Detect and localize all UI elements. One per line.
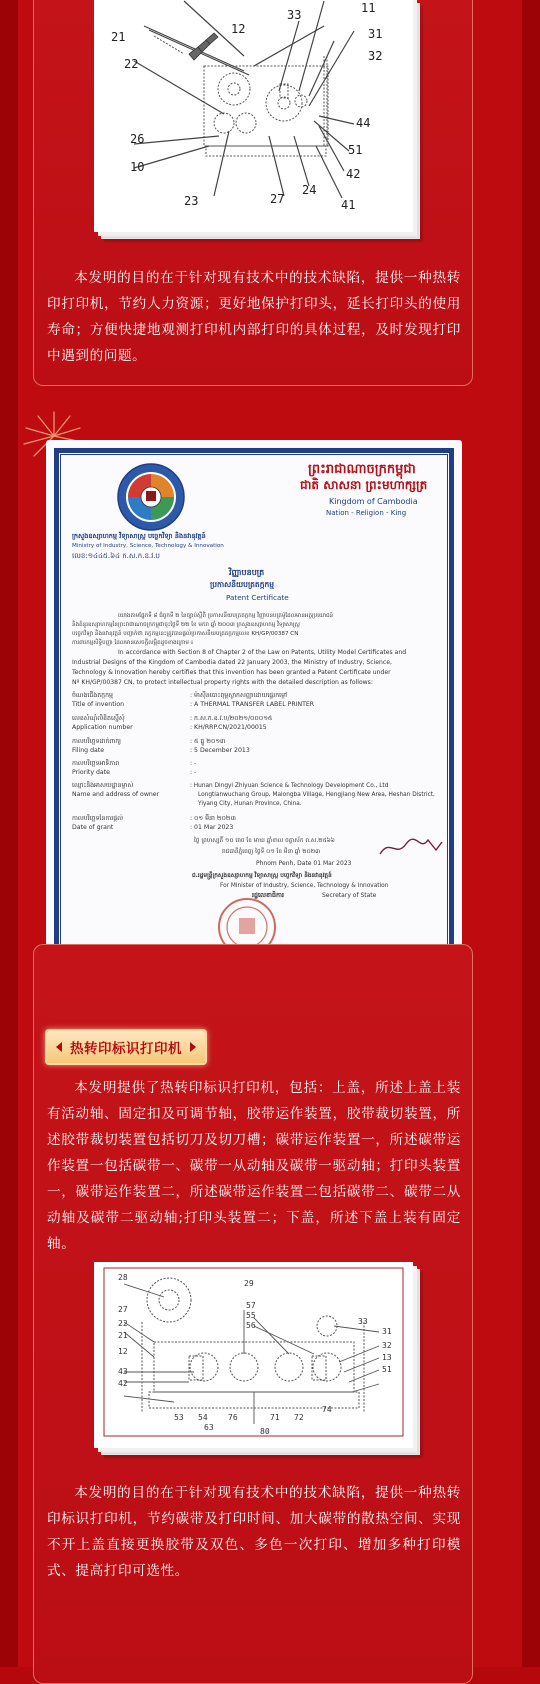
left-edge-stripe — [0, 0, 18, 1667]
date-khmer: រាជធានីភ្នំពេញ ថ្ងៃទី ០១ ខែ មីនា ឆ្នាំ ២០២៣ — [222, 849, 321, 855]
fig2-label: 56 — [246, 1321, 256, 1330]
signatory-title: Secretary of State — [322, 892, 377, 899]
fig1-label: 44 — [356, 116, 371, 130]
intro-english-line: In accordance with Section 8 of Chapter 2 of the Law on Patents, Utility Model Certificates and — [118, 649, 407, 656]
row-owner-value: : Hunan Dingyi Zhiyuan Science & Technology Development Co., Ltd — [190, 783, 389, 789]
row-grant-value: : 01 Mar 2023 — [190, 824, 234, 831]
row-owner-kh: ឈ្មោះនិងអាសយដ្ឋានម្ចាស់ — [72, 782, 134, 789]
patent-drawing-2 — [94, 1262, 413, 1448]
section-tag-label: 热转印标识打印机 — [70, 1041, 182, 1057]
date-english: Phnom Penh, Date 01 Mar 2023 — [256, 860, 352, 867]
fig1-label: 23 — [184, 194, 199, 208]
row-title-en: Title of invention — [72, 701, 125, 708]
row-priority-kh: កាលបរិច្ឆេទអាទិភាព — [72, 760, 120, 767]
fig2-label: 76 — [228, 1413, 238, 1422]
row-owner-en: Name and address of owner — [72, 791, 160, 798]
fig2-label: 71 — [270, 1413, 280, 1422]
fig2-label: 12 — [118, 1347, 128, 1356]
fig1-label: 11 — [361, 1, 376, 15]
intro-english-line: Industrial Designs of the Kingdom of Cambodia dated 22 January 2003, the Ministry of Industry, Science, — [72, 659, 392, 666]
intro-khmer-line: ការពារកម្មសិទ្ធិបញ្ញា ដែលមានសេចក្តីលម្អិតដូចខាងក្រោម ៖ — [72, 640, 194, 646]
patent-certificate — [46, 440, 462, 946]
kingdom-label: Kingdom of Cambodia — [329, 497, 418, 506]
signatory-khmer: ជ.រដ្ឋមន្ត្រីក្រសួងឧស្សាហកម្ម វិទ្យាសាស្ត្រ បច្ចេកវិទ្យា និងនវានុវត្តន៍ — [192, 873, 332, 879]
fig2-label: 32 — [382, 1341, 392, 1350]
motto-label: Nation - Religion - King — [326, 509, 407, 517]
row-grant-kh: កាលបរិច្ឆេទនៃការផ្តល់ — [72, 815, 124, 822]
row-application-kh: លេខសំណុំលិខិតស្នើសុំ — [72, 715, 125, 722]
fig2-label: 53 — [174, 1413, 184, 1422]
fig2-label: 28 — [118, 1273, 128, 1282]
row-title-value-kh: : ម៉ាស៊ីនបោះពុម្ពស្លាកសញ្ញាដោយផ្ទេរកម្ដៅ — [190, 692, 287, 699]
fig2-label: 51 — [382, 1365, 392, 1374]
fig1-label: 42 — [346, 167, 361, 181]
product-description-paragraph: 本发明提供了热转印标识打印机，包括：上盖，所述上盖上装有活动轴、固定扣及可调节轴，胶带运作装置，胶带裁切装置，所述胶带裁切装置包括切刀及切刀槽；碳带运作装置一，所述碳带运作装置一包括碳带一、碳带一从动轴及碳带一驱动轴；打印头装置一，碳带运作装置二，所述碳带运作装置二包括碳带二、碳带二从动轴及碳带二驱动轴;打印头装置二；下盖，所述下盖上装有固定轴。 — [47, 1080, 461, 1252]
fig2-label: 80 — [260, 1427, 270, 1436]
header-khmer: ព្រះរាជាណាចក្រកម្ពុជា — [308, 462, 416, 477]
objective-paragraph: 本发明的目的在于针对现有技术中的技术缺陷，提供一种热转印标识打印机，节约碳带及打印时间、加大碳带的散热空间、实现不开上盖直接更换胶带及双色、多色一次打印、增加多种打印模式、提高打印可选性。 — [47, 1485, 461, 1579]
ministry-emblem-icon — [116, 462, 186, 532]
fig1-label: 10 — [130, 160, 145, 174]
intro-english-line: Nº KH/GP/00387 CN, to protect intellectual property rights with the detailed description as follows: — [72, 679, 373, 686]
fig2-label: 55 — [246, 1311, 256, 1320]
row-filing-en: Filing date — [72, 747, 105, 754]
fig1-label: 22 — [124, 57, 139, 71]
row-filing-kh: កាលបរិច្ឆេទដាក់ពាក្យ — [72, 738, 121, 745]
row-application-value: : KH/RRP.CN/2021/00015 — [190, 724, 267, 731]
row-grant-en: Date of grant — [72, 824, 114, 831]
signature-icon — [376, 832, 446, 862]
row-priority-en: Priority date — [72, 769, 110, 776]
fig1-label: 51 — [348, 143, 363, 157]
row-priority-value: : - — [190, 769, 197, 776]
patent-drawing-2-svg — [94, 1262, 413, 1448]
fig1-label: 21 — [111, 30, 126, 44]
right-edge-stripe — [522, 0, 540, 1667]
fig2-label: 22 — [118, 1319, 128, 1328]
date-khmer-lunar: ថ្ងៃ ព្រហស្បតិ៍ ១០ រោច ខែ មាឃ ឆ្នាំខាល ចត្វាស័ក ព.ស.២៥៦៦ — [194, 838, 335, 844]
fig2-label: 57 — [246, 1301, 256, 1310]
fig1-label: 12 — [231, 22, 246, 36]
official-seal-icon — [212, 892, 282, 946]
fig2-label: 42 — [118, 1379, 128, 1388]
section-tag — [47, 1031, 205, 1063]
triangle-left-icon — [56, 1042, 62, 1052]
reference-number: លេខ:១៤៤៥.៦៤ ក.ស.ក.ឧ.វ.ប — [72, 552, 161, 560]
fig1-label: 33 — [287, 8, 302, 22]
fig2-label: 27 — [118, 1305, 128, 1314]
fig2-label: 33 — [358, 1317, 368, 1326]
intro-khmer-line: និងគំនូរឧស្សាហកម្មនៃព្រះរាជាណាចក្រកម្ពុជាចុះថ្ងៃទី ២២ ខែ មករា ឆ្នាំ ២០០៣ ក្រសួងឧស្សាហកម្ម វិទ្យាសាស្ត្រ — [72, 622, 300, 628]
patent-drawing-1 — [94, 0, 413, 232]
fig1-label: 24 — [302, 183, 317, 197]
triangle-right-icon — [190, 1042, 196, 1052]
signatory-title-khmer: រដ្ឋលេខាធិការ — [252, 892, 284, 899]
row-filing-value-kh: : ៥ ធ្នូ ២០១៣ — [190, 738, 226, 745]
row-filing-value: : 5 December 2013 — [190, 747, 250, 754]
certificate-title: Patent Certificate — [226, 593, 289, 602]
row-title-value: : A THERMAL TRANSFER LABEL PRINTER — [190, 701, 315, 708]
certificate-title-khmer-2: ប្រកាសនីយបត្រតក្កកម្ម — [210, 580, 274, 589]
fig2-label: 43 — [118, 1367, 128, 1376]
header-khmer-motto: ជាតិ សាសនា ព្រះមហាក្សត្រ — [300, 478, 428, 492]
certificate-title-khmer: វិញ្ញាបនបត្រ — [229, 568, 265, 577]
intro-paragraph: 本发明的目的在于针对现有技术中的技术缺陷，提供一种热转印打印机，节约人力资源；更好地保护打印头，延长打印头的使用寿命；方便快捷地观测打印机内部打印的具体过程，及时发现打印中遇到的问题。 — [47, 270, 461, 364]
row-priority-value-kh: : - — [190, 760, 197, 767]
fig1-label: 27 — [270, 192, 285, 206]
fig1-label: 41 — [341, 198, 356, 212]
ministry-name: Ministry of Industry, Science, Technology & Innovation — [72, 543, 224, 549]
intro-khmer-line: បច្ចេកវិទ្យា និងនវានុវត្តន៍ បញ្ជាក់ថា តក្កកម្មនេះត្រូវបានផ្តល់ប្រកាសនីយបត្រតក្កកម្មលេខ KH/GP/00387 CN — [72, 631, 299, 637]
fig2-label: 13 — [382, 1353, 392, 1362]
fig2-label: 63 — [204, 1423, 214, 1432]
fig1-label: 31 — [368, 27, 383, 41]
ministry-khmer: ក្រសួងឧស្សាហកម្ម វិទ្យាសាស្ត្រ បច្ចេកវិទ្យា និងនវានុវត្តន៍ — [72, 532, 206, 540]
fig1-label: 26 — [130, 132, 145, 146]
signatory-english: For Minister of Industry, Science, Technology & Innovation — [220, 883, 389, 889]
row-application-value-kh: : ក.ស.ក.ឧ.វ.ប/២០២១/០០០១៥ — [190, 715, 273, 722]
row-title-kh: ចំណងជើងតក្កកម្ម — [72, 692, 113, 699]
intro-khmer-line: យោងតាមផ្នែកទី ៨ ជំពូកទី ២ នៃច្បាប់ស្តីពី ប្រកាសនីយបត្រតក្កកម្ម វិញ្ញាបនបត្រម៉ូដែលមានអត្ថប្រយោជន៍ — [118, 613, 334, 619]
row-owner-address: Longtianwuchang Group, Malongba Village, Hengjiang New Area, Heshan District, — [198, 792, 435, 798]
patent-drawing-1-svg — [94, 0, 413, 232]
fig2-label: 72 — [294, 1413, 304, 1422]
fig1-label: 32 — [368, 49, 383, 63]
row-owner-address-2: Yiyang City, Hunan Province, China. — [198, 801, 302, 807]
row-application-en: Application number — [72, 724, 133, 731]
fig2-label: 31 — [382, 1327, 392, 1336]
row-grant-value-kh: : ០១ មីនា ២០២៣ — [190, 815, 236, 822]
intro-english-line: Technology & Innovation hereby certifies that this invention has been granted a Patent Certificate under — [72, 669, 391, 676]
fig2-label: 29 — [244, 1279, 254, 1288]
fig2-label: 21 — [118, 1331, 128, 1340]
fig2-label: 74 — [322, 1405, 332, 1414]
fig2-label: 54 — [198, 1413, 208, 1422]
